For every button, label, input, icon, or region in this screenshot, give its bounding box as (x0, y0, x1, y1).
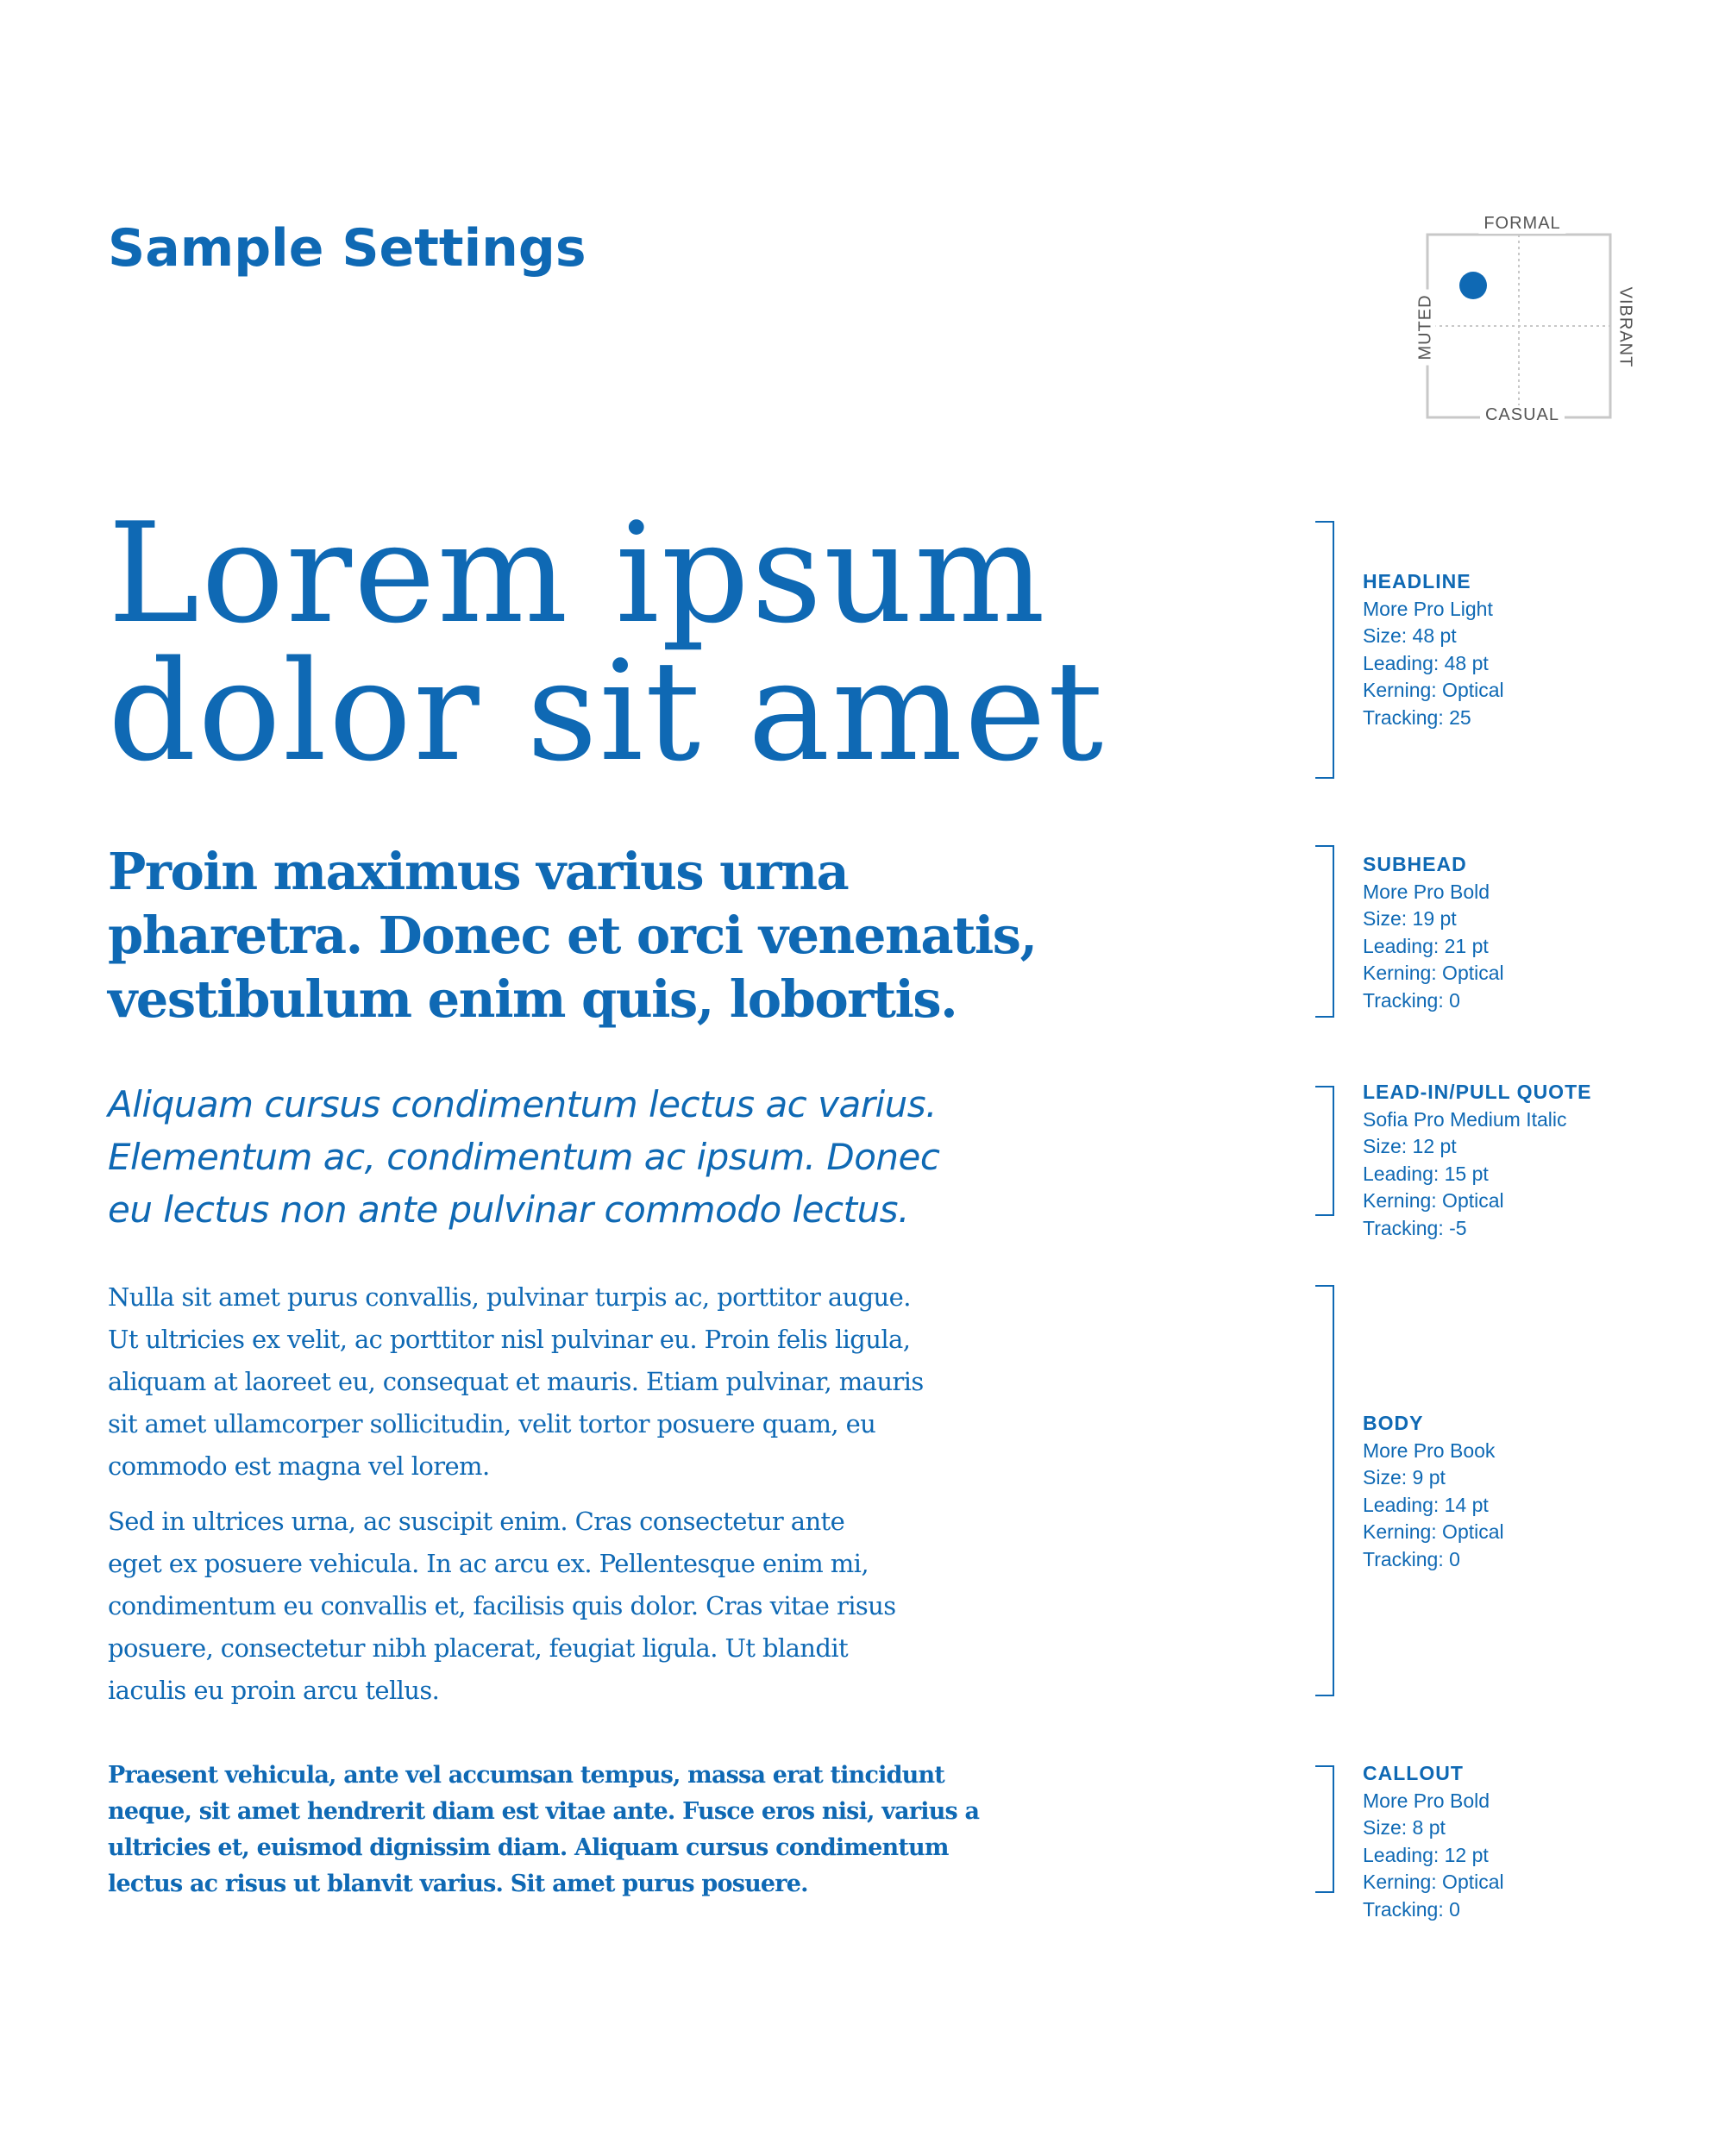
body-paragraph-1 (108, 1276, 924, 1488)
spec-kerning: Kerning: Optical (1363, 962, 1504, 984)
tone-quadrant (1415, 214, 1635, 431)
headline-sample (108, 492, 1106, 792)
leadin-sample (108, 1078, 939, 1236)
quadrant-label-formal: FORMAL (1478, 214, 1565, 234)
leadin-line: Elementum ac, condimentum ac ipsum. Donec (108, 1136, 940, 1178)
body-spec (1363, 1410, 1504, 1573)
quadrant-frame (1419, 224, 1626, 431)
quadrant-label-vibrant: VIBRANT (1615, 282, 1634, 373)
subhead-line: Proin maximus varius urna (108, 842, 849, 901)
spec-leading: Leading: 48 pt (1363, 651, 1489, 674)
subhead-line: vestibulum enim quis, lobortis. (108, 969, 957, 1029)
body-line: Nulla sit amet purus convallis, pulvinar turpis ac, porttitor augue. (108, 1282, 911, 1312)
spec-font: Sofia Pro Medium Italic (1363, 1107, 1567, 1131)
spec-size: Size: 8 pt (1363, 1816, 1446, 1839)
body-paragraph-2 (108, 1501, 896, 1712)
headline-spec (1363, 568, 1504, 731)
spec-label: SUBHEAD (1363, 853, 1467, 875)
leadin-line: eu lectus non ante pulvinar commodo lectus. (108, 1188, 909, 1231)
spec-label: CALLOUT (1363, 1762, 1464, 1784)
quadrant-label-casual: CASUAL (1480, 405, 1565, 425)
spec-kerning: Kerning: Optical (1363, 1520, 1504, 1543)
spec-size: Size: 9 pt (1363, 1466, 1446, 1489)
spec-size: Size: 19 pt (1363, 907, 1457, 930)
quadrant-label-muted: MUTED (1416, 289, 1436, 365)
spec-size: Size: 48 pt (1363, 624, 1457, 647)
spec-font: More Pro Bold (1363, 1789, 1490, 1812)
body-line: posuere, consectetur nibh placerat, feugiat ligula. Ut blandit (108, 1633, 849, 1663)
spec-tracking: Tracking: 0 (1363, 1897, 1460, 1921)
spec-font: More Pro Light (1363, 597, 1493, 620)
body-line: Sed in ultrices urna, ac suscipit enim. Cras consectetur ante (108, 1507, 845, 1536)
spec-tracking: Tracking: 0 (1363, 988, 1460, 1012)
leadin-line: Aliquam cursus condimentum lectus ac varius. (108, 1083, 938, 1125)
headline-line: Lorem ipsum (108, 492, 1047, 654)
headline-bracket (1315, 521, 1334, 779)
spec-kerning: Kerning: Optical (1363, 1871, 1504, 1893)
spec-label: BODY (1363, 1412, 1424, 1434)
spec-leading: Leading: 21 pt (1363, 934, 1489, 957)
page-title: Sample Settings (108, 218, 586, 279)
spec-leading: Leading: 14 pt (1363, 1493, 1489, 1516)
body-line: aliquam at laoreet eu, consequat et mauris. Etiam pulvinar, mauris (108, 1367, 924, 1396)
body-line: condimentum eu convallis et, facilisis quis dolor. Cras vitae risus (108, 1591, 896, 1620)
headline-line: dolor sit amet (108, 630, 1106, 792)
callout-line: ultricies et, euismod dignissim diam. Aliquam cursus condimentum (108, 1834, 949, 1861)
callout-line: lectus ac risus ut blanvit varius. Sit amet purus posuere. (108, 1871, 808, 1897)
spec-tracking: Tracking: -5 (1363, 1216, 1467, 1239)
spec-label: HEADLINE (1363, 570, 1471, 592)
spec-leading: Leading: 15 pt (1363, 1162, 1489, 1185)
spec-tracking: Tracking: 25 (1363, 705, 1471, 729)
spec-kerning: Kerning: Optical (1363, 679, 1504, 701)
spec-font: More Pro Book (1363, 1438, 1496, 1462)
spec-label: LEAD-IN/PULL QUOTE (1363, 1081, 1592, 1103)
position-dot (1459, 272, 1487, 299)
body-line: Ut ultricies ex velit, ac porttitor nisl pulvinar eu. Proin felis ligula, (108, 1325, 911, 1354)
body-line: commodo est magna vel lorem. (108, 1451, 490, 1481)
callout-line: Praesent vehicula, ante vel accumsan tempus, massa erat tincidunt (108, 1762, 944, 1789)
spec-kerning: Kerning: Optical (1363, 1189, 1504, 1212)
spec-size: Size: 12 pt (1363, 1135, 1457, 1157)
body-line: sit amet ullamcorper sollicitudin, velit tortor posuere quam, eu (108, 1409, 876, 1438)
callout-bracket (1315, 1765, 1334, 1893)
spec-leading: Leading: 12 pt (1363, 1843, 1489, 1866)
subhead-line: pharetra. Donec et orci venenatis, (108, 906, 1037, 965)
callout-spec (1363, 1760, 1504, 1923)
callout-line: neque, sit amet hendrerit diam est vitae ante. Fusce eros nisi, varius a (108, 1798, 980, 1825)
body-bracket (1315, 1285, 1334, 1696)
body-line: eget ex posuere vehicula. In ac arcu ex. Pellentesque enim mi, (108, 1549, 869, 1578)
spec-font: More Pro Bold (1363, 880, 1490, 903)
subhead-spec (1363, 851, 1504, 1014)
subhead-bracket (1315, 845, 1334, 1018)
leadin-spec (1363, 1079, 1591, 1242)
spec-tracking: Tracking: 0 (1363, 1547, 1460, 1570)
body-line: iaculis eu proin arcu tellus. (108, 1676, 440, 1705)
leadin-bracket (1315, 1086, 1334, 1216)
subhead-sample (108, 840, 1037, 1031)
callout-sample (108, 1758, 979, 1902)
